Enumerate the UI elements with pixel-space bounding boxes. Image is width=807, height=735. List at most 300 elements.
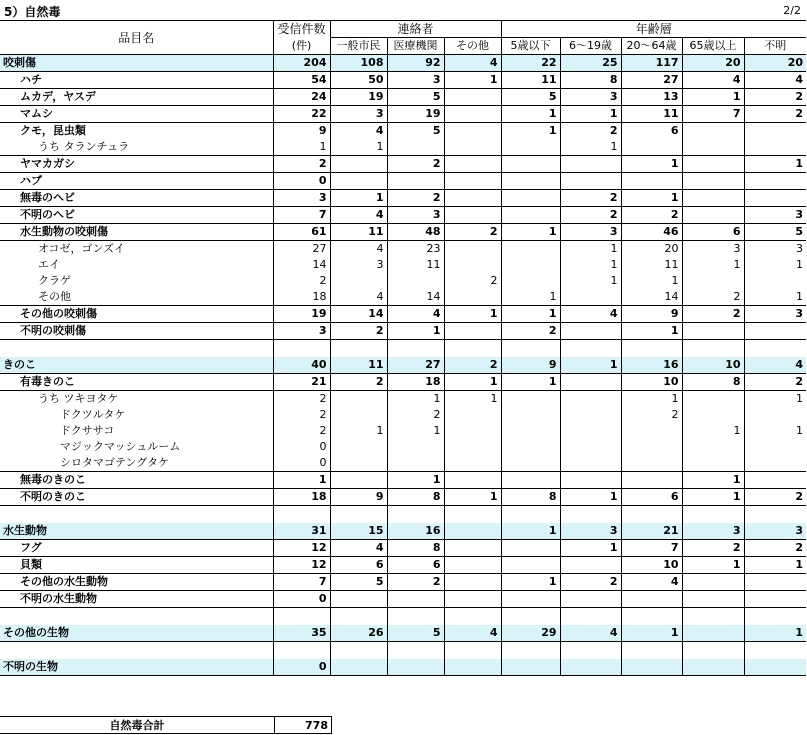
cell-value [330, 591, 387, 608]
cell-value [444, 642, 501, 660]
cell-value: 16 [387, 523, 444, 540]
cell-value: 204 [273, 55, 330, 72]
cell-value: 8 [560, 72, 621, 89]
cell-value: 1 [744, 557, 806, 574]
cell-value: 3 [682, 523, 744, 540]
cell-value: 1 [682, 489, 744, 506]
cell-value [444, 523, 501, 540]
cell-value: 27 [273, 241, 330, 258]
cell-value: 12 [273, 557, 330, 574]
header-received-unit: (件) [273, 38, 330, 55]
table-row [0, 423, 806, 439]
cell-value [682, 123, 744, 140]
cell-value [682, 455, 744, 472]
row-label: 不明の水生動物 [0, 591, 273, 608]
cell-value: 1 [273, 472, 330, 489]
cell-value [744, 323, 806, 340]
cell-value: 3 [744, 306, 806, 323]
header-age-20-64: 20～64歳 [621, 38, 682, 55]
cell-value [744, 123, 806, 140]
cell-value [682, 407, 744, 423]
cell-value: 46 [621, 224, 682, 241]
cell-value: 5 [501, 89, 560, 106]
cell-value [444, 257, 501, 273]
table-row [0, 72, 806, 89]
cell-value [501, 241, 560, 258]
cell-value [682, 591, 744, 608]
cell-value: 1 [387, 323, 444, 340]
cell-value: 1 [744, 423, 806, 439]
cell-value: 4 [744, 357, 806, 374]
cell-value: 2 [621, 407, 682, 423]
cell-value [501, 642, 560, 660]
cell-value [560, 472, 621, 489]
cell-value [330, 156, 387, 173]
cell-value: 2 [444, 273, 501, 289]
cell-value [501, 659, 560, 676]
cell-value: 6 [621, 489, 682, 506]
cell-value: 1 [330, 423, 387, 439]
cell-value [501, 591, 560, 608]
cell-value: 2 [744, 89, 806, 106]
cell-value [621, 659, 682, 676]
cell-value: 2 [560, 207, 621, 224]
table-row [0, 323, 806, 340]
cell-value [682, 190, 744, 207]
cell-value: 5 [387, 123, 444, 140]
cell-value [501, 557, 560, 574]
cell-value: 1 [560, 540, 621, 557]
cell-value: 1 [560, 357, 621, 374]
cell-value: 3 [682, 241, 744, 258]
cell-value [330, 273, 387, 289]
cell-value: 2 [621, 207, 682, 224]
row-label: フグ [0, 540, 273, 557]
cell-value [744, 472, 806, 489]
cell-value [560, 323, 621, 340]
cell-value [444, 423, 501, 439]
cell-value: 1 [682, 89, 744, 106]
cell-value: 2 [744, 489, 806, 506]
table-row [0, 407, 806, 423]
cell-value: 2 [744, 540, 806, 557]
cell-value [621, 608, 682, 626]
row-label: 水生動物の咬刺傷 [0, 224, 273, 241]
cell-value [330, 407, 387, 423]
cell-value: 1 [560, 106, 621, 123]
cell-value: 2 [560, 123, 621, 140]
total-table [0, 716, 332, 734]
row-label: 不明の生物 [0, 659, 273, 676]
cell-value [501, 139, 560, 156]
cell-value [682, 340, 744, 358]
cell-value: 12 [273, 540, 330, 557]
cell-value: 11 [330, 357, 387, 374]
cell-value [387, 642, 444, 660]
cell-value: 3 [744, 241, 806, 258]
cell-value: 1 [330, 190, 387, 207]
table-row [0, 574, 806, 591]
cell-value: 19 [330, 89, 387, 106]
cell-value: 3 [387, 72, 444, 89]
cell-value: 16 [621, 357, 682, 374]
cell-value: 1 [560, 489, 621, 506]
row-label: その他の生物 [0, 625, 273, 642]
cell-value: 3 [744, 207, 806, 224]
cell-value [273, 340, 330, 358]
cell-value: 6 [621, 123, 682, 140]
cell-value [560, 608, 621, 626]
cell-value: 4 [330, 241, 387, 258]
cell-value [682, 173, 744, 190]
cell-value [621, 642, 682, 660]
cell-value: 6 [330, 557, 387, 574]
cell-value [682, 391, 744, 408]
cell-value [744, 591, 806, 608]
cell-value: 9 [501, 357, 560, 374]
cell-value: 1 [387, 423, 444, 439]
cell-value [444, 241, 501, 258]
table-row [0, 289, 806, 306]
cell-value [560, 642, 621, 660]
row-label: うち ツキヨタケ [0, 391, 273, 408]
cell-value: 8 [682, 374, 744, 391]
cell-value [744, 642, 806, 660]
table-row [0, 455, 806, 472]
cell-value [273, 642, 330, 660]
cell-value: 2 [682, 540, 744, 557]
header-age-under5: 5歳以下 [501, 38, 560, 55]
cell-value [501, 439, 560, 455]
cell-value: 48 [387, 224, 444, 241]
total-value: 778 [275, 717, 332, 734]
cell-value: 117 [621, 55, 682, 72]
table-row [0, 55, 806, 72]
cell-value: 20 [744, 55, 806, 72]
cell-value: 9 [273, 123, 330, 140]
table-row [0, 306, 806, 323]
cell-value [330, 642, 387, 660]
row-label: その他の咬刺傷 [0, 306, 273, 323]
table-row [0, 106, 806, 123]
cell-value [560, 340, 621, 358]
cell-value [330, 472, 387, 489]
cell-value [560, 374, 621, 391]
cell-value: 7 [682, 106, 744, 123]
cell-value: 1 [744, 391, 806, 408]
row-label: マムシ [0, 106, 273, 123]
cell-value: 9 [330, 489, 387, 506]
cell-value: 14 [387, 289, 444, 306]
cell-value [444, 156, 501, 173]
row-label: マジックマッシュルーム [60, 440, 181, 453]
cell-value: 3 [560, 523, 621, 540]
cell-value [501, 423, 560, 439]
cell-value: 1 [621, 391, 682, 408]
cell-value: 4 [560, 625, 621, 642]
table-row [0, 625, 806, 642]
table-row [0, 123, 806, 140]
cell-value [682, 574, 744, 591]
cell-value: 24 [273, 89, 330, 106]
row-label: 不明の咬刺傷 [0, 323, 273, 340]
cell-value: 1 [330, 139, 387, 156]
cell-value: 3 [744, 523, 806, 540]
cell-value [621, 340, 682, 358]
cell-value [444, 540, 501, 557]
cell-value [444, 207, 501, 224]
cell-value: 10 [621, 557, 682, 574]
table-row [0, 472, 806, 489]
poison-table [0, 20, 806, 676]
cell-value: 1 [501, 306, 560, 323]
cell-value [744, 506, 806, 524]
cell-value [501, 207, 560, 224]
cell-value: 9 [621, 306, 682, 323]
row-label: ドクツルタケ [60, 408, 126, 421]
cell-value [744, 455, 806, 472]
cell-value [501, 391, 560, 408]
cell-value: 4 [330, 123, 387, 140]
cell-value [330, 506, 387, 524]
cell-value [682, 608, 744, 626]
cell-value: 19 [387, 106, 444, 123]
cell-value [501, 273, 560, 289]
cell-value: 1 [621, 323, 682, 340]
header-age: 年齢層 [501, 21, 806, 38]
row-label [0, 642, 273, 660]
cell-value: 4 [330, 207, 387, 224]
header-age-6-19: 6～19歳 [560, 38, 621, 55]
table-row [0, 89, 806, 106]
cell-value: 2 [560, 190, 621, 207]
cell-value [501, 156, 560, 173]
cell-value: 0 [273, 455, 330, 472]
cell-value [444, 472, 501, 489]
table-row [0, 591, 806, 608]
cell-value [444, 506, 501, 524]
table-row [0, 156, 806, 173]
cell-value: 1 [444, 489, 501, 506]
row-label: 有毒きのこ [0, 374, 273, 391]
cell-value: 1 [560, 273, 621, 289]
cell-value [444, 106, 501, 123]
cell-value: 1 [682, 472, 744, 489]
cell-value: 11 [387, 257, 444, 273]
cell-value: 1 [621, 273, 682, 289]
table-row [0, 659, 806, 676]
cell-value: 20 [682, 55, 744, 72]
row-label: ハチ [0, 72, 273, 89]
cell-value [621, 139, 682, 156]
row-label: その他 [38, 290, 71, 303]
cell-value: 1 [444, 391, 501, 408]
cell-value: 1 [501, 106, 560, 123]
cell-value [444, 123, 501, 140]
cell-value: 4 [682, 72, 744, 89]
cell-value: 2 [682, 289, 744, 306]
cell-value [444, 190, 501, 207]
cell-value [621, 439, 682, 455]
cell-value: 31 [273, 523, 330, 540]
header-other: その他 [444, 38, 501, 55]
cell-value: 11 [330, 224, 387, 241]
header-received: 受信件数 [273, 21, 330, 38]
cell-value [387, 273, 444, 289]
cell-value: 3 [273, 323, 330, 340]
cell-value: 8 [387, 540, 444, 557]
cell-value: 2 [387, 156, 444, 173]
table-row [0, 439, 806, 455]
table-row [0, 257, 806, 273]
cell-value: 3 [560, 224, 621, 241]
cell-value: 6 [387, 557, 444, 574]
table-row [0, 241, 806, 258]
section-title: 5）自然毒 [4, 5, 61, 19]
header-age-65plus: 65歳以上 [682, 38, 744, 55]
cell-value [682, 273, 744, 289]
row-label: 貝類 [0, 557, 273, 574]
cell-value [501, 455, 560, 472]
cell-value: 1 [501, 224, 560, 241]
cell-value: 1 [501, 289, 560, 306]
cell-value: 1 [744, 289, 806, 306]
cell-value [744, 439, 806, 455]
cell-value [444, 289, 501, 306]
cell-value: 4 [444, 55, 501, 72]
row-label: クラゲ [38, 274, 71, 287]
row-label: 不明のヘビ [0, 207, 273, 224]
cell-value [501, 506, 560, 524]
cell-value: 2 [330, 374, 387, 391]
cell-value [744, 273, 806, 289]
cell-value: 10 [621, 374, 682, 391]
cell-value: 2 [387, 407, 444, 423]
cell-value: 13 [621, 89, 682, 106]
cell-value: 4 [330, 540, 387, 557]
table-row [0, 506, 806, 524]
cell-value: 18 [273, 489, 330, 506]
cell-value: 1 [444, 306, 501, 323]
cell-value: 2 [273, 407, 330, 423]
table-row [0, 523, 806, 540]
cell-value [444, 173, 501, 190]
cell-value: 1 [744, 625, 806, 642]
cell-value [501, 257, 560, 273]
cell-value [621, 423, 682, 439]
table-row [0, 139, 806, 156]
cell-value: 5 [330, 574, 387, 591]
cell-value: 11 [621, 106, 682, 123]
cell-value: 4 [387, 306, 444, 323]
cell-value: 1 [387, 391, 444, 408]
cell-value [682, 659, 744, 676]
cell-value [444, 439, 501, 455]
cell-value [621, 472, 682, 489]
cell-value: 26 [330, 625, 387, 642]
cell-value: 0 [273, 659, 330, 676]
cell-value: 4 [744, 72, 806, 89]
cell-value [560, 591, 621, 608]
cell-value [744, 139, 806, 156]
cell-value [560, 156, 621, 173]
row-label: クモ，昆虫類 [0, 123, 273, 140]
row-label: うち タランチュラ [38, 140, 130, 153]
cell-value [387, 455, 444, 472]
row-label [0, 506, 273, 524]
cell-value: 1 [444, 374, 501, 391]
cell-value: 5 [387, 89, 444, 106]
cell-value: 4 [621, 574, 682, 591]
cell-value: 22 [501, 55, 560, 72]
row-label: ハブ [0, 173, 273, 190]
row-label: 不明のきのこ [0, 489, 273, 506]
row-label: 無毒のきのこ [0, 472, 273, 489]
table-row [0, 642, 806, 660]
row-label: エイ [38, 258, 60, 271]
row-label: 無毒のヘビ [0, 190, 273, 207]
cell-value: 27 [621, 72, 682, 89]
cell-value [682, 139, 744, 156]
cell-value: 8 [501, 489, 560, 506]
cell-value [560, 391, 621, 408]
table-body [0, 55, 806, 676]
cell-value: 3 [330, 106, 387, 123]
cell-value [387, 139, 444, 156]
cell-value [560, 423, 621, 439]
table-row [0, 489, 806, 506]
page-number: 2/2 [783, 4, 801, 17]
cell-value: 0 [273, 173, 330, 190]
cell-value [330, 173, 387, 190]
cell-value: 11 [501, 72, 560, 89]
cell-value: 22 [273, 106, 330, 123]
cell-value: 1 [501, 523, 560, 540]
row-label: オコゼ，ゴンズイ [0, 241, 273, 258]
cell-value: 14 [273, 257, 330, 273]
cell-value: 1 [273, 139, 330, 156]
row-label: 水生動物 [0, 523, 273, 540]
cell-value: 1 [682, 423, 744, 439]
cell-value [621, 455, 682, 472]
header-general-public: 一般市民 [330, 38, 387, 55]
cell-value [273, 608, 330, 626]
cell-value [744, 340, 806, 358]
cell-value [682, 506, 744, 524]
table-row [0, 357, 806, 374]
total-label: 自然毒合計 [0, 717, 275, 734]
cell-value: 4 [444, 625, 501, 642]
cell-value [682, 156, 744, 173]
cell-value [744, 659, 806, 676]
cell-value: 40 [273, 357, 330, 374]
cell-value [621, 506, 682, 524]
cell-value: 2 [387, 190, 444, 207]
cell-value: 2 [273, 391, 330, 408]
cell-value: 1 [682, 257, 744, 273]
cell-value [444, 455, 501, 472]
cell-value [744, 190, 806, 207]
cell-value: 2 [330, 323, 387, 340]
cell-value: 14 [621, 289, 682, 306]
cell-value: 6 [682, 224, 744, 241]
cell-value [387, 506, 444, 524]
cell-value: 19 [273, 306, 330, 323]
cell-value: 2 [501, 323, 560, 340]
cell-value: 15 [330, 523, 387, 540]
cell-value [560, 506, 621, 524]
cell-value [682, 625, 744, 642]
